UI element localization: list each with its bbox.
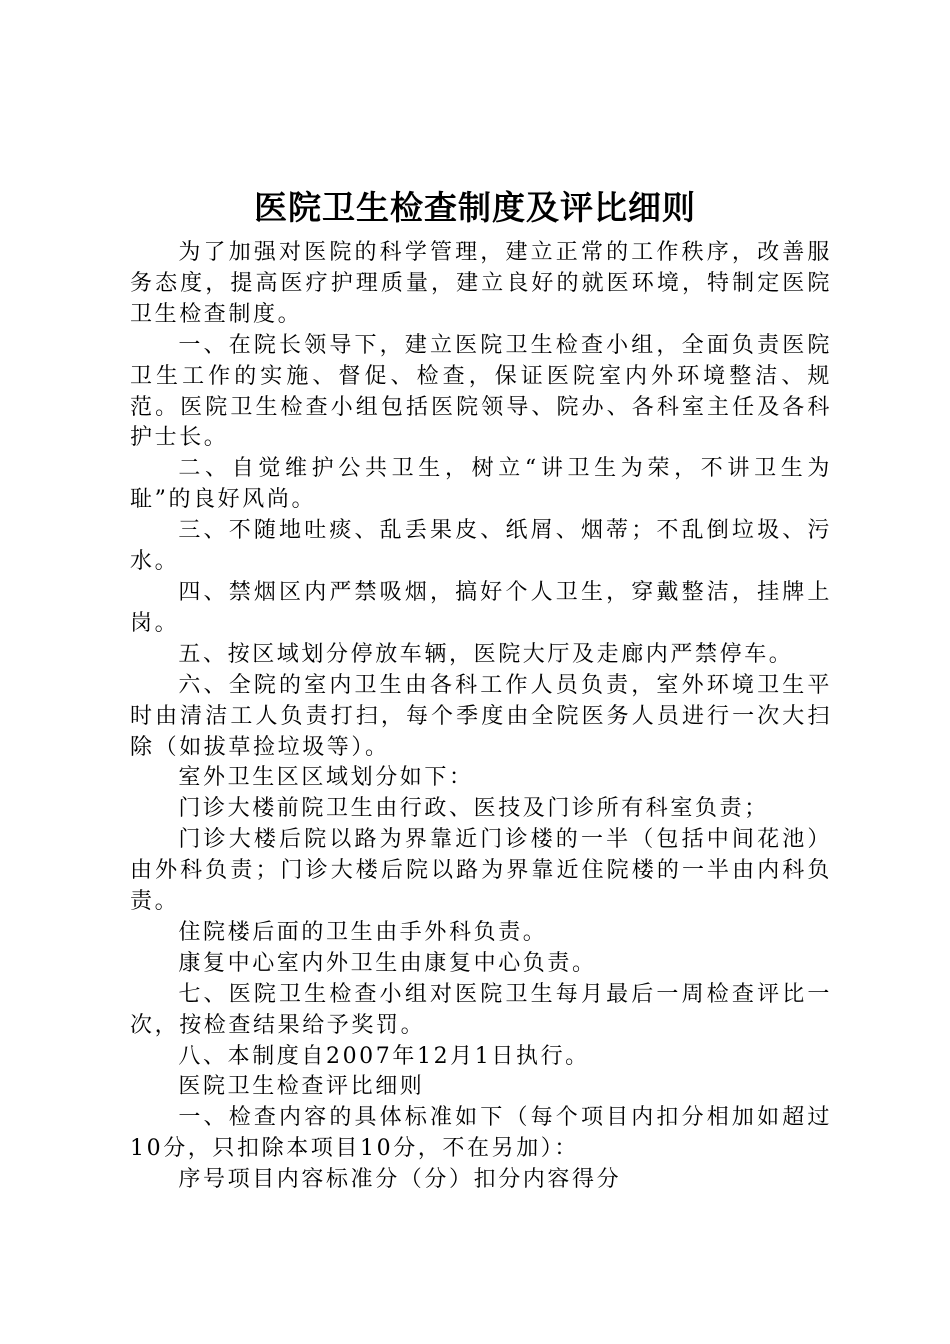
paragraph-inpatient-rear: 住院楼后面的卫生由手外科负责。: [178, 919, 548, 945]
paragraph-item-4: 四、禁烟区内严禁吸烟，搞好个人卫生，穿戴整洁，挂牌上岗。: [130, 579, 832, 636]
paragraph-item-5: 五、按区域划分停放车辆，医院大厅及走廊内严禁停车。: [178, 641, 794, 667]
paragraph-front-yard: 门诊大楼前院卫生由行政、医技及门诊所有科室负责；: [178, 796, 769, 822]
paragraph-intro: 为了加强对医院的科学管理，建立正常的工作秩序，改善服务态度，提高医疗护理质量，建立良好的就医环境，特制定医院卫生检查制度。: [130, 240, 832, 327]
paragraph-item-3: 三、不随地吐痰、乱丢果皮、纸屑、烟蒂；不乱倒垃圾、污水。: [130, 518, 832, 575]
paragraph-item-1: 一、在院长领导下，建立医院卫生检查小组，全面负责医院卫生工作的实施、督促、检查，保证医院室内外环境整洁、规范。医院卫生检查小组包括医院领导、院办、各科室主任及各科护士长。: [130, 332, 832, 451]
paragraph-rules-heading: 医院卫生检查评比细则: [178, 1074, 425, 1100]
paragraph-area-division: 室外卫生区区域划分如下：: [178, 765, 474, 791]
paragraph-rehab-center: 康复中心室内外卫生由康复中心负责。: [178, 950, 597, 976]
paragraph-table-header: 序号项目内容标准分（分）扣分内容得分: [178, 1167, 622, 1193]
paragraph-item-8: 八、本制度自2007年12月1日执行。: [178, 1043, 590, 1069]
paragraph-item-2: 二、自觉维护公共卫生，树立“讲卫生为荣，不讲卫生为耻”的良好风尚。: [130, 456, 832, 513]
paragraph-item-7: 七、医院卫生检查小组对医院卫生每月最后一周检查评比一次，按检查结果给予奖罚。: [130, 981, 832, 1038]
document-title: 医院卫生检查制度及评比细则: [254, 188, 696, 227]
document-body: [130, 238, 832, 1196]
paragraph-item-6: 六、全院的室内卫生由各科工作人员负责，室外环境卫生平时由清洁工人负责打扫，每个季度由全院医务人员进行一次大扫除（如拔草捡垃圾等）。: [130, 672, 832, 760]
paragraph-rules-item-1: 一、检查内容的具体标准如下（每个项目内扣分相加如超过10分，只扣除本项目10分，不在另加）：: [130, 1105, 832, 1162]
paragraph-back-yard: 门诊大楼后院以路为界靠近门诊楼的一半（包括中间花池）由外科负责；门诊大楼后院以路为界靠近住院楼的一半由内科负责。: [130, 827, 832, 915]
